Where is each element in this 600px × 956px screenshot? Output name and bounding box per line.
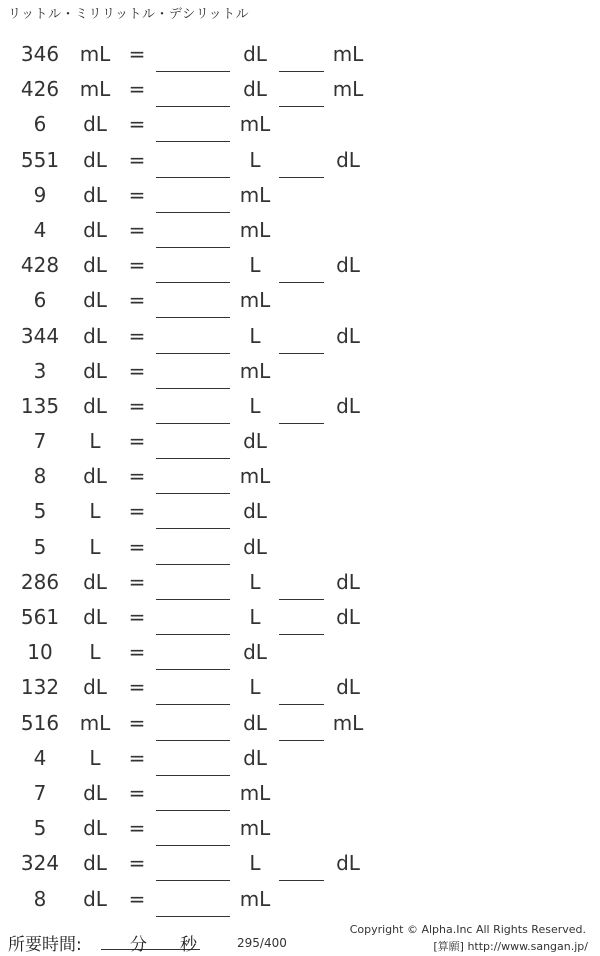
page-counter: 295/400 — [237, 936, 287, 950]
problem-unit: dL — [83, 464, 107, 489]
problem-row — [0, 564, 600, 599]
equals-sign: = — [128, 851, 146, 876]
equals-sign: = — [128, 217, 146, 242]
equals-sign: = — [128, 534, 146, 559]
problem-unit: dL — [83, 182, 107, 207]
answer-unit: dL — [243, 534, 267, 559]
problem-value: 6 — [33, 288, 47, 313]
problem-unit: dL — [83, 253, 107, 278]
equals-sign: = — [128, 780, 146, 805]
problem-unit: dL — [83, 851, 107, 876]
answer-unit: dL — [243, 745, 267, 770]
answer-unit: mL — [239, 112, 271, 137]
problem-value: 561 — [20, 605, 60, 629]
answer-unit: dL — [243, 42, 267, 66]
site-url: [算願] http://www.sangan.jp/ — [433, 940, 588, 953]
problem-value: 324 — [20, 851, 60, 876]
answer-unit: L — [249, 569, 261, 594]
answer-unit: mL — [239, 464, 271, 489]
equals-sign: = — [128, 464, 146, 489]
equals-sign: = — [128, 499, 146, 524]
problem-unit: dL — [83, 217, 107, 242]
problem-value: 426 — [20, 77, 60, 102]
problem-unit: dL — [83, 288, 107, 313]
problem-row — [0, 142, 600, 177]
equals-sign: = — [128, 640, 146, 665]
equals-sign: = — [128, 605, 146, 629]
time-required-label: 所要時間: — [8, 935, 82, 955]
worksheet-title: リットル・ミリリットル・デシリットル — [8, 7, 250, 22]
problem-unit: mL — [79, 42, 111, 66]
equals-sign: = — [128, 886, 146, 911]
problem-row — [0, 106, 600, 141]
problem-row — [0, 458, 600, 493]
answer-blank[interactable] — [156, 916, 230, 917]
answer-unit-secondary: dL — [336, 851, 360, 876]
problem-value: 5 — [33, 534, 47, 559]
answer-unit-secondary: mL — [332, 42, 364, 66]
problem-row — [0, 423, 600, 458]
answer-unit: mL — [239, 358, 271, 383]
answer-unit: mL — [239, 217, 271, 242]
problem-unit: mL — [79, 77, 111, 102]
problem-row — [0, 388, 600, 423]
problem-row — [0, 881, 600, 916]
answer-unit-secondary: dL — [336, 147, 360, 172]
equals-sign: = — [128, 323, 146, 348]
answer-unit: dL — [243, 499, 267, 524]
problem-row — [0, 634, 600, 669]
answer-unit-secondary: dL — [336, 323, 360, 348]
problem-value: 516 — [20, 710, 60, 735]
equals-sign: = — [128, 393, 146, 418]
problem-row — [0, 529, 600, 564]
equals-sign: = — [128, 253, 146, 278]
answer-unit-secondary: mL — [332, 710, 364, 735]
answer-unit: mL — [239, 780, 271, 805]
problem-value: 4 — [33, 217, 47, 242]
answer-unit: L — [249, 851, 261, 876]
problem-unit: dL — [83, 112, 107, 137]
problem-row — [0, 845, 600, 880]
problem-value: 132 — [20, 675, 60, 700]
problem-unit: dL — [83, 323, 107, 348]
answer-unit: dL — [243, 77, 267, 102]
problem-row — [0, 318, 600, 353]
equals-sign: = — [128, 42, 146, 66]
equals-sign: = — [128, 358, 146, 383]
problem-unit: L — [89, 640, 101, 665]
answer-unit: L — [249, 253, 261, 278]
problem-value: 344 — [20, 323, 60, 348]
equals-sign: = — [128, 569, 146, 594]
problem-value: 7 — [33, 780, 47, 805]
problem-value: 8 — [33, 464, 47, 489]
problem-unit: dL — [83, 147, 107, 172]
answer-unit-secondary: dL — [336, 569, 360, 594]
problem-unit: L — [89, 429, 101, 454]
answer-unit: mL — [239, 182, 271, 207]
equals-sign: = — [128, 429, 146, 454]
problem-value: 551 — [20, 147, 60, 172]
problem-value: 4 — [33, 745, 47, 770]
answer-unit: L — [249, 323, 261, 348]
problem-value: 8 — [33, 886, 47, 911]
equals-sign: = — [128, 182, 146, 207]
problem-unit: dL — [83, 605, 107, 629]
problem-row — [0, 247, 600, 282]
answer-unit: L — [249, 675, 261, 700]
problem-value: 7 — [33, 429, 47, 454]
answer-unit-secondary: dL — [336, 393, 360, 418]
minutes-label: 分 — [130, 935, 147, 955]
problem-row — [0, 599, 600, 634]
problem-row — [0, 71, 600, 106]
problem-value: 9 — [33, 182, 47, 207]
equals-sign: = — [128, 710, 146, 735]
problem-row — [0, 705, 600, 740]
problem-row — [0, 36, 600, 71]
answer-unit: mL — [239, 288, 271, 313]
equals-sign: = — [128, 77, 146, 102]
answer-unit: mL — [239, 816, 271, 841]
problem-value: 428 — [20, 253, 60, 278]
answer-unit: L — [249, 147, 261, 172]
problem-unit: dL — [83, 358, 107, 383]
equals-sign: = — [128, 112, 146, 137]
problem-row — [0, 775, 600, 810]
answer-unit-secondary: dL — [336, 253, 360, 278]
answer-unit: L — [249, 393, 261, 418]
problem-unit: dL — [83, 393, 107, 418]
problem-unit: mL — [79, 710, 111, 735]
answer-unit: dL — [243, 429, 267, 454]
answer-unit: mL — [239, 886, 271, 911]
problem-value: 10 — [27, 640, 53, 665]
problem-row — [0, 212, 600, 247]
problem-row — [0, 810, 600, 845]
equals-sign: = — [128, 816, 146, 841]
problem-row — [0, 177, 600, 212]
problem-unit: dL — [83, 675, 107, 700]
equals-sign: = — [128, 675, 146, 700]
seconds-label: 秒 — [180, 935, 197, 955]
problem-row — [0, 493, 600, 528]
problem-value: 5 — [33, 499, 47, 524]
copyright-text: Copyright © Alpha.Inc All Rights Reserved. — [349, 923, 586, 936]
problem-value: 346 — [20, 42, 60, 66]
problem-row — [0, 740, 600, 775]
equals-sign: = — [128, 147, 146, 172]
problem-unit: L — [89, 745, 101, 770]
answer-unit: dL — [243, 710, 267, 735]
problem-row — [0, 282, 600, 317]
problem-value: 3 — [33, 358, 47, 383]
answer-unit-secondary: dL — [336, 605, 360, 629]
problem-row — [0, 353, 600, 388]
equals-sign: = — [128, 745, 146, 770]
problem-row — [0, 669, 600, 704]
answer-unit: L — [249, 605, 261, 629]
problem-unit: dL — [83, 886, 107, 911]
answer-unit: dL — [243, 640, 267, 665]
problem-unit: L — [89, 534, 101, 559]
problem-unit: dL — [83, 780, 107, 805]
problem-value: 135 — [20, 393, 60, 418]
problem-value: 5 — [33, 816, 47, 841]
problem-unit: dL — [83, 816, 107, 841]
problem-value: 6 — [33, 112, 47, 137]
answer-unit-secondary: dL — [336, 675, 360, 700]
problem-unit: dL — [83, 569, 107, 594]
problem-value: 286 — [20, 569, 60, 594]
problem-unit: L — [89, 499, 101, 524]
equals-sign: = — [128, 288, 146, 313]
answer-unit-secondary: mL — [332, 77, 364, 102]
problem-list — [0, 36, 600, 916]
